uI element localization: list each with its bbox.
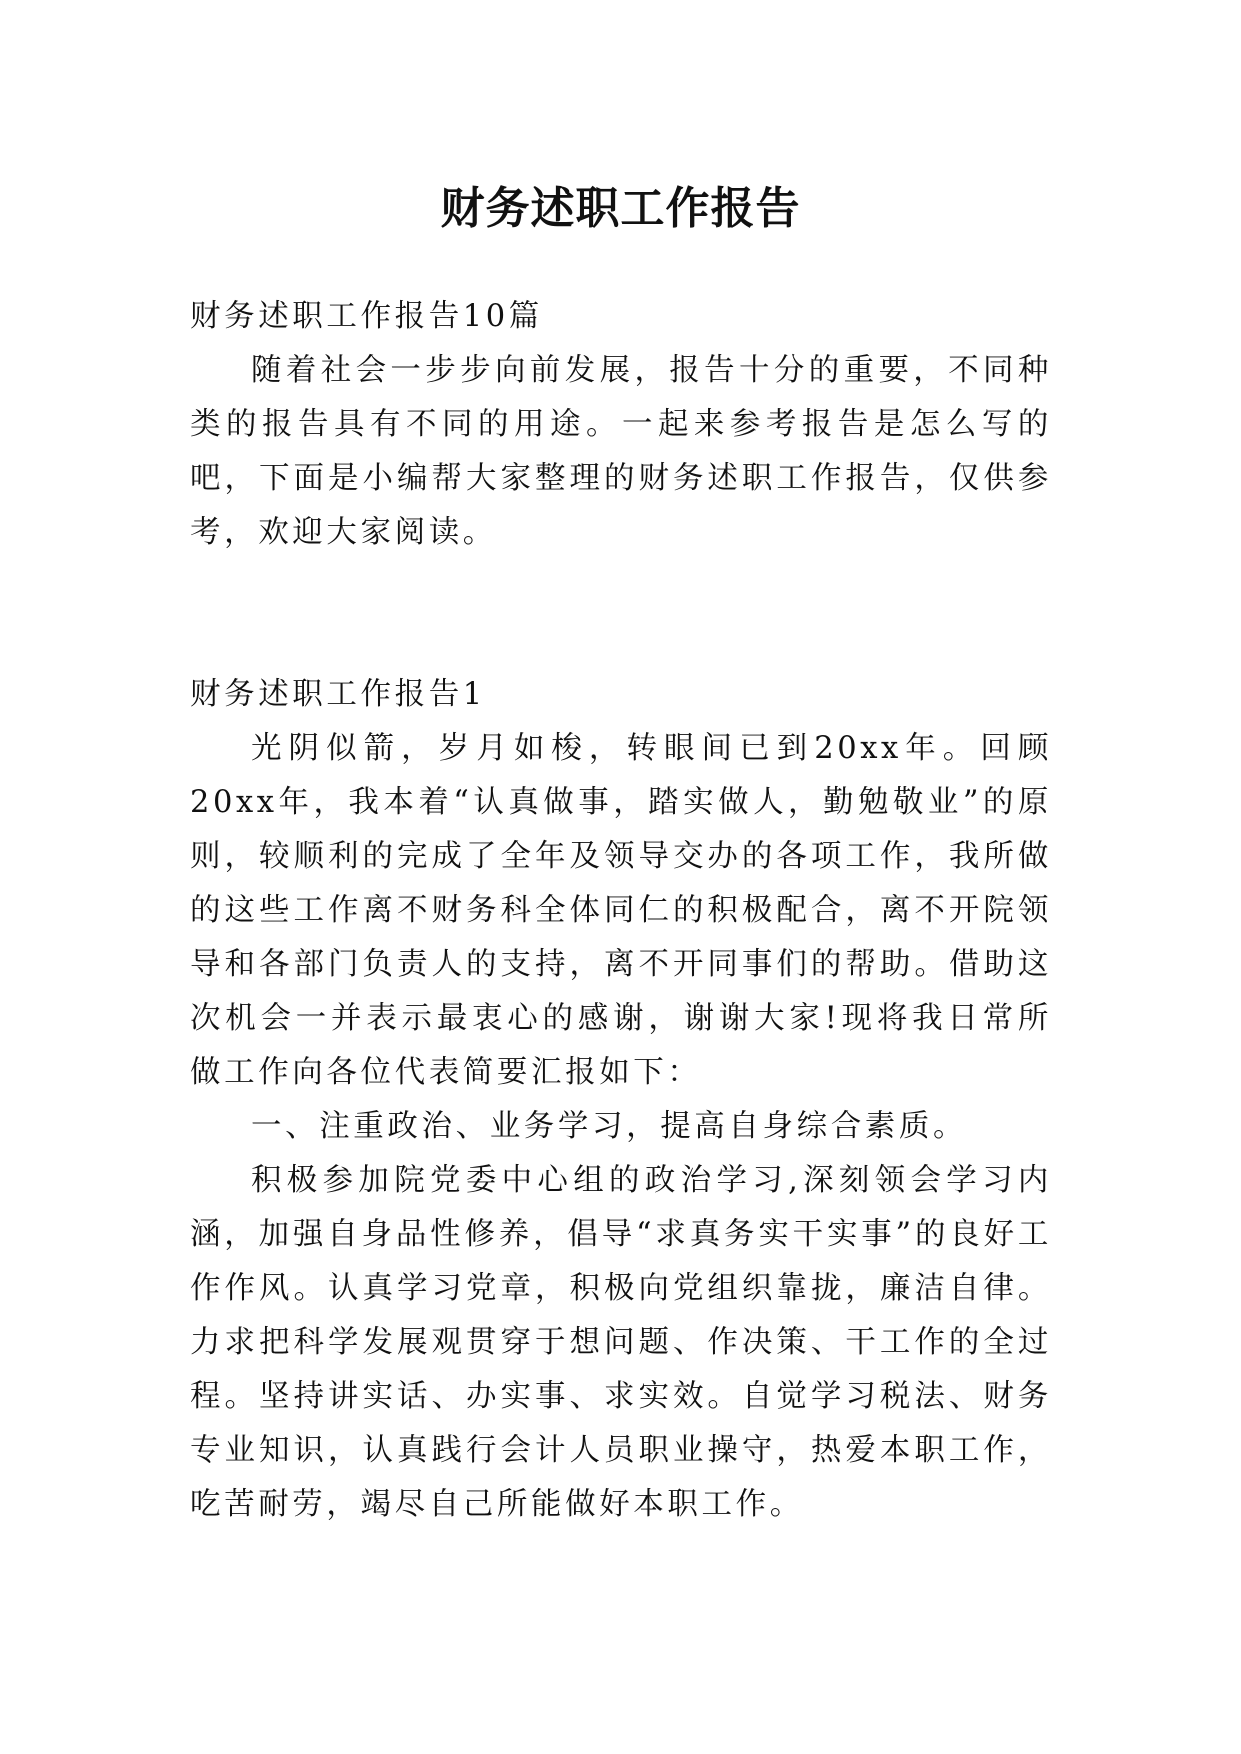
body-paragraph: 一、注重政治、业务学习，提高自身综合素质。 [251, 1109, 968, 1144]
body-paragraph: 积极参加院党委中心组的政治学习,深刻领会学习内涵，加强自身品性修养，倡导“求真务实干实事”的良好工作作风。认真学习党章，积极向党组织靠拢，廉洁自律。力求把科学发展观贯穿于想问题、作决策、干工作的全过程。坚持讲实话、办实事、求实效。自觉学习税法、财务专业知识，认真践行会计人员职业操守，热爱本职工作，吃苦耐劳，竭尽自己所能做好本职工作。 [190, 1163, 1052, 1522]
document-body [190, 290, 1052, 1532]
section-spacer [190, 560, 1052, 668]
document-subtitle: 财务述职工作报告10篇 [190, 299, 543, 334]
document-title: 财务述职工作报告 [440, 183, 801, 235]
section-heading: 财务述职工作报告1 [190, 677, 486, 712]
body-paragraph: 光阴似箭，岁月如梭，转眼间已到20xx年。回顾20xx年，我本着“认真做事，踏实做人，勤勉敬业”的原则，较顺利的完成了全年及领导交办的各项工作，我所做的这些工作离不财务科全体同仁的积极配合，离不开院领导和各部门负责人的支持，离不开同事们的帮助。借助这次机会一并表示最衷心的感谢，谢谢大家!现将我日常所做工作向各位代表简要汇报如下： [190, 731, 1052, 1090]
intro-paragraph: 随着社会一步步向前发展，报告十分的重要，不同种类的报告具有不同的用途。一起来参考报告是怎么写的吧，下面是小编帮大家整理的财务述职工作报告，仅供参考，欢迎大家阅读。 [190, 353, 1052, 550]
